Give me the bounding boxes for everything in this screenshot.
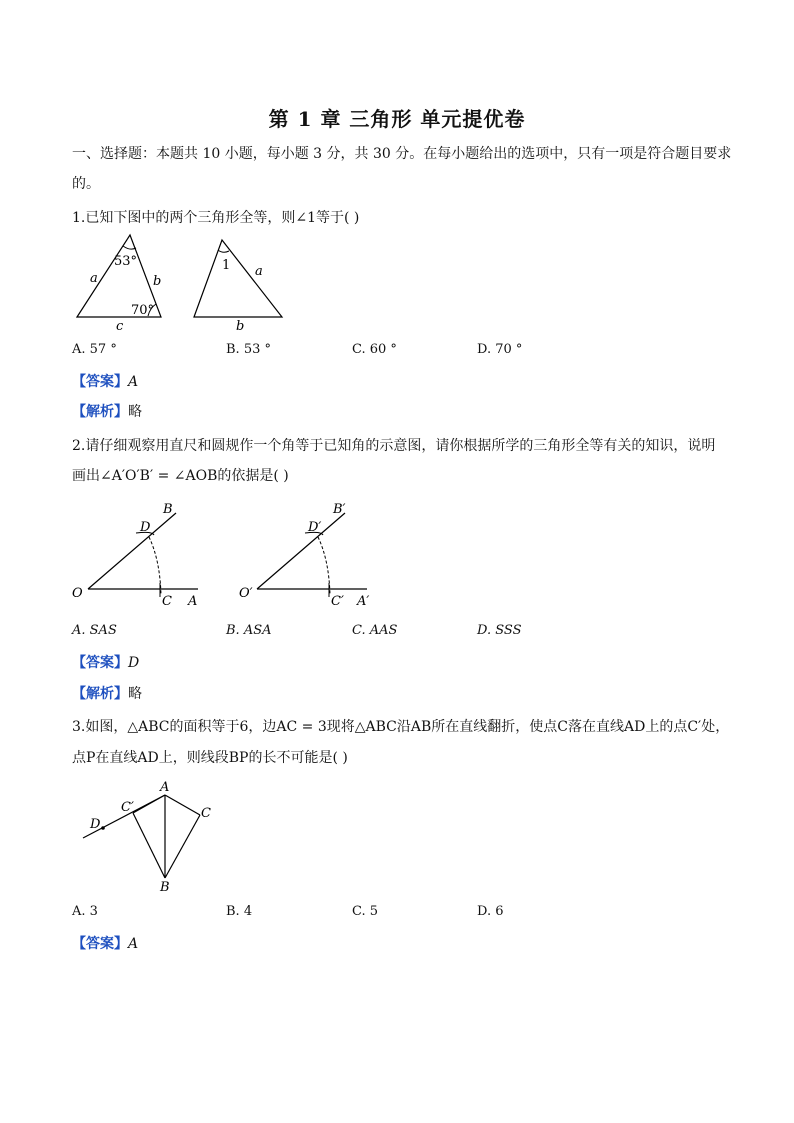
answer-value: A xyxy=(128,374,139,390)
q1-analysis xyxy=(72,402,142,422)
label-53: 53° xyxy=(114,254,138,269)
label-a2: a xyxy=(255,264,263,279)
angle-arc-1 xyxy=(218,250,229,252)
analysis-value: 略 xyxy=(128,686,142,702)
q1-option-d: D. 70 ° xyxy=(477,342,523,357)
label-B: B xyxy=(163,502,173,517)
page-title: 第 1 章 三角形 单元提优卷 xyxy=(268,107,526,131)
label-b: b xyxy=(153,274,162,289)
label-D: D xyxy=(90,817,101,832)
label-A-prime: A′ xyxy=(357,594,370,609)
q3-option-a: A. 3 xyxy=(72,904,98,919)
q1-option-b: B. 53 ° xyxy=(226,342,271,357)
answer-label: 【答案】 xyxy=(72,655,128,671)
label-O-prime: O′ xyxy=(239,586,253,601)
label-1: 1 xyxy=(222,258,231,273)
label-D-prime: D′ xyxy=(308,520,322,535)
q1-option-a: A. 57 ° xyxy=(72,342,117,357)
label-C: C xyxy=(162,594,172,609)
analysis-label: 【解析】 xyxy=(72,404,128,420)
label-B-prime: B′ xyxy=(333,502,346,517)
question-2-figure xyxy=(68,495,388,615)
question-3-figure xyxy=(75,775,225,897)
q2-option-b: B. ASA xyxy=(226,623,272,638)
label-b2: b xyxy=(236,319,245,334)
label-O: O xyxy=(72,586,83,601)
q2-option-a: A. SAS xyxy=(72,623,117,638)
q3-option-b: B. 4 xyxy=(226,904,253,919)
analysis-label: 【解析】 xyxy=(72,686,128,702)
q3-option-c: C. 5 xyxy=(352,904,379,919)
q2-answer xyxy=(72,653,139,673)
label-A: A xyxy=(160,780,170,795)
question-2-stem-line1: 2.请仔细观察用直尺和圆规作一个角等于已知角的示意图，请你根据所学的三角形全等有关的知识，说明 xyxy=(72,438,716,454)
section-instruction-line2: 的。 xyxy=(72,176,100,192)
answer-label: 【答案】 xyxy=(72,374,128,390)
answer-label: 【答案】 xyxy=(72,936,128,952)
label-A: A xyxy=(188,594,198,609)
triangle-2 xyxy=(194,240,282,317)
question-1-stem: 1.已知下图中的两个三角形全等，则∠1等于( ) xyxy=(72,210,360,226)
label-c: c xyxy=(116,319,124,334)
label-a: a xyxy=(90,271,98,286)
q1-option-c: C. 60 ° xyxy=(352,342,397,357)
q1-answer xyxy=(72,372,138,392)
label-D: D xyxy=(140,520,151,535)
label-C-prime: C′ xyxy=(331,594,344,609)
q3-answer xyxy=(72,934,138,954)
question-1-figure xyxy=(68,230,298,335)
label-70: 70° xyxy=(131,303,155,318)
q3-option-d: D. 6 xyxy=(477,904,504,919)
q2-option-c: C. AAS xyxy=(352,623,398,638)
analysis-value: 略 xyxy=(128,404,142,420)
section-instruction-line1: 一、选择题：本题共 10 小题，每小题 3 分，共 30 分。在每小题给出的选项中，只有一项是符合题目要求 xyxy=(72,146,732,162)
question-3-stem-line1: 3.如图，△ABC的面积等于6，边AC = 3现将△ABC沿AB所在直线翻折，使点C落在直线AD上的点C′处， xyxy=(72,719,730,735)
q2-analysis xyxy=(72,684,142,704)
question-3-stem-line2: 点P在直线AD上，则线段BP的长不可能是( ) xyxy=(72,750,348,766)
label-B: B xyxy=(160,880,170,895)
label-C-prime: C′ xyxy=(121,800,134,815)
answer-value: A xyxy=(128,936,139,952)
label-C: C xyxy=(201,806,211,821)
question-2-stem-line2: 画出∠A′O′B′ = ∠AOB的依据是( ) xyxy=(72,468,289,484)
q2-option-d: D. SSS xyxy=(477,623,522,638)
answer-value: D xyxy=(128,655,140,671)
